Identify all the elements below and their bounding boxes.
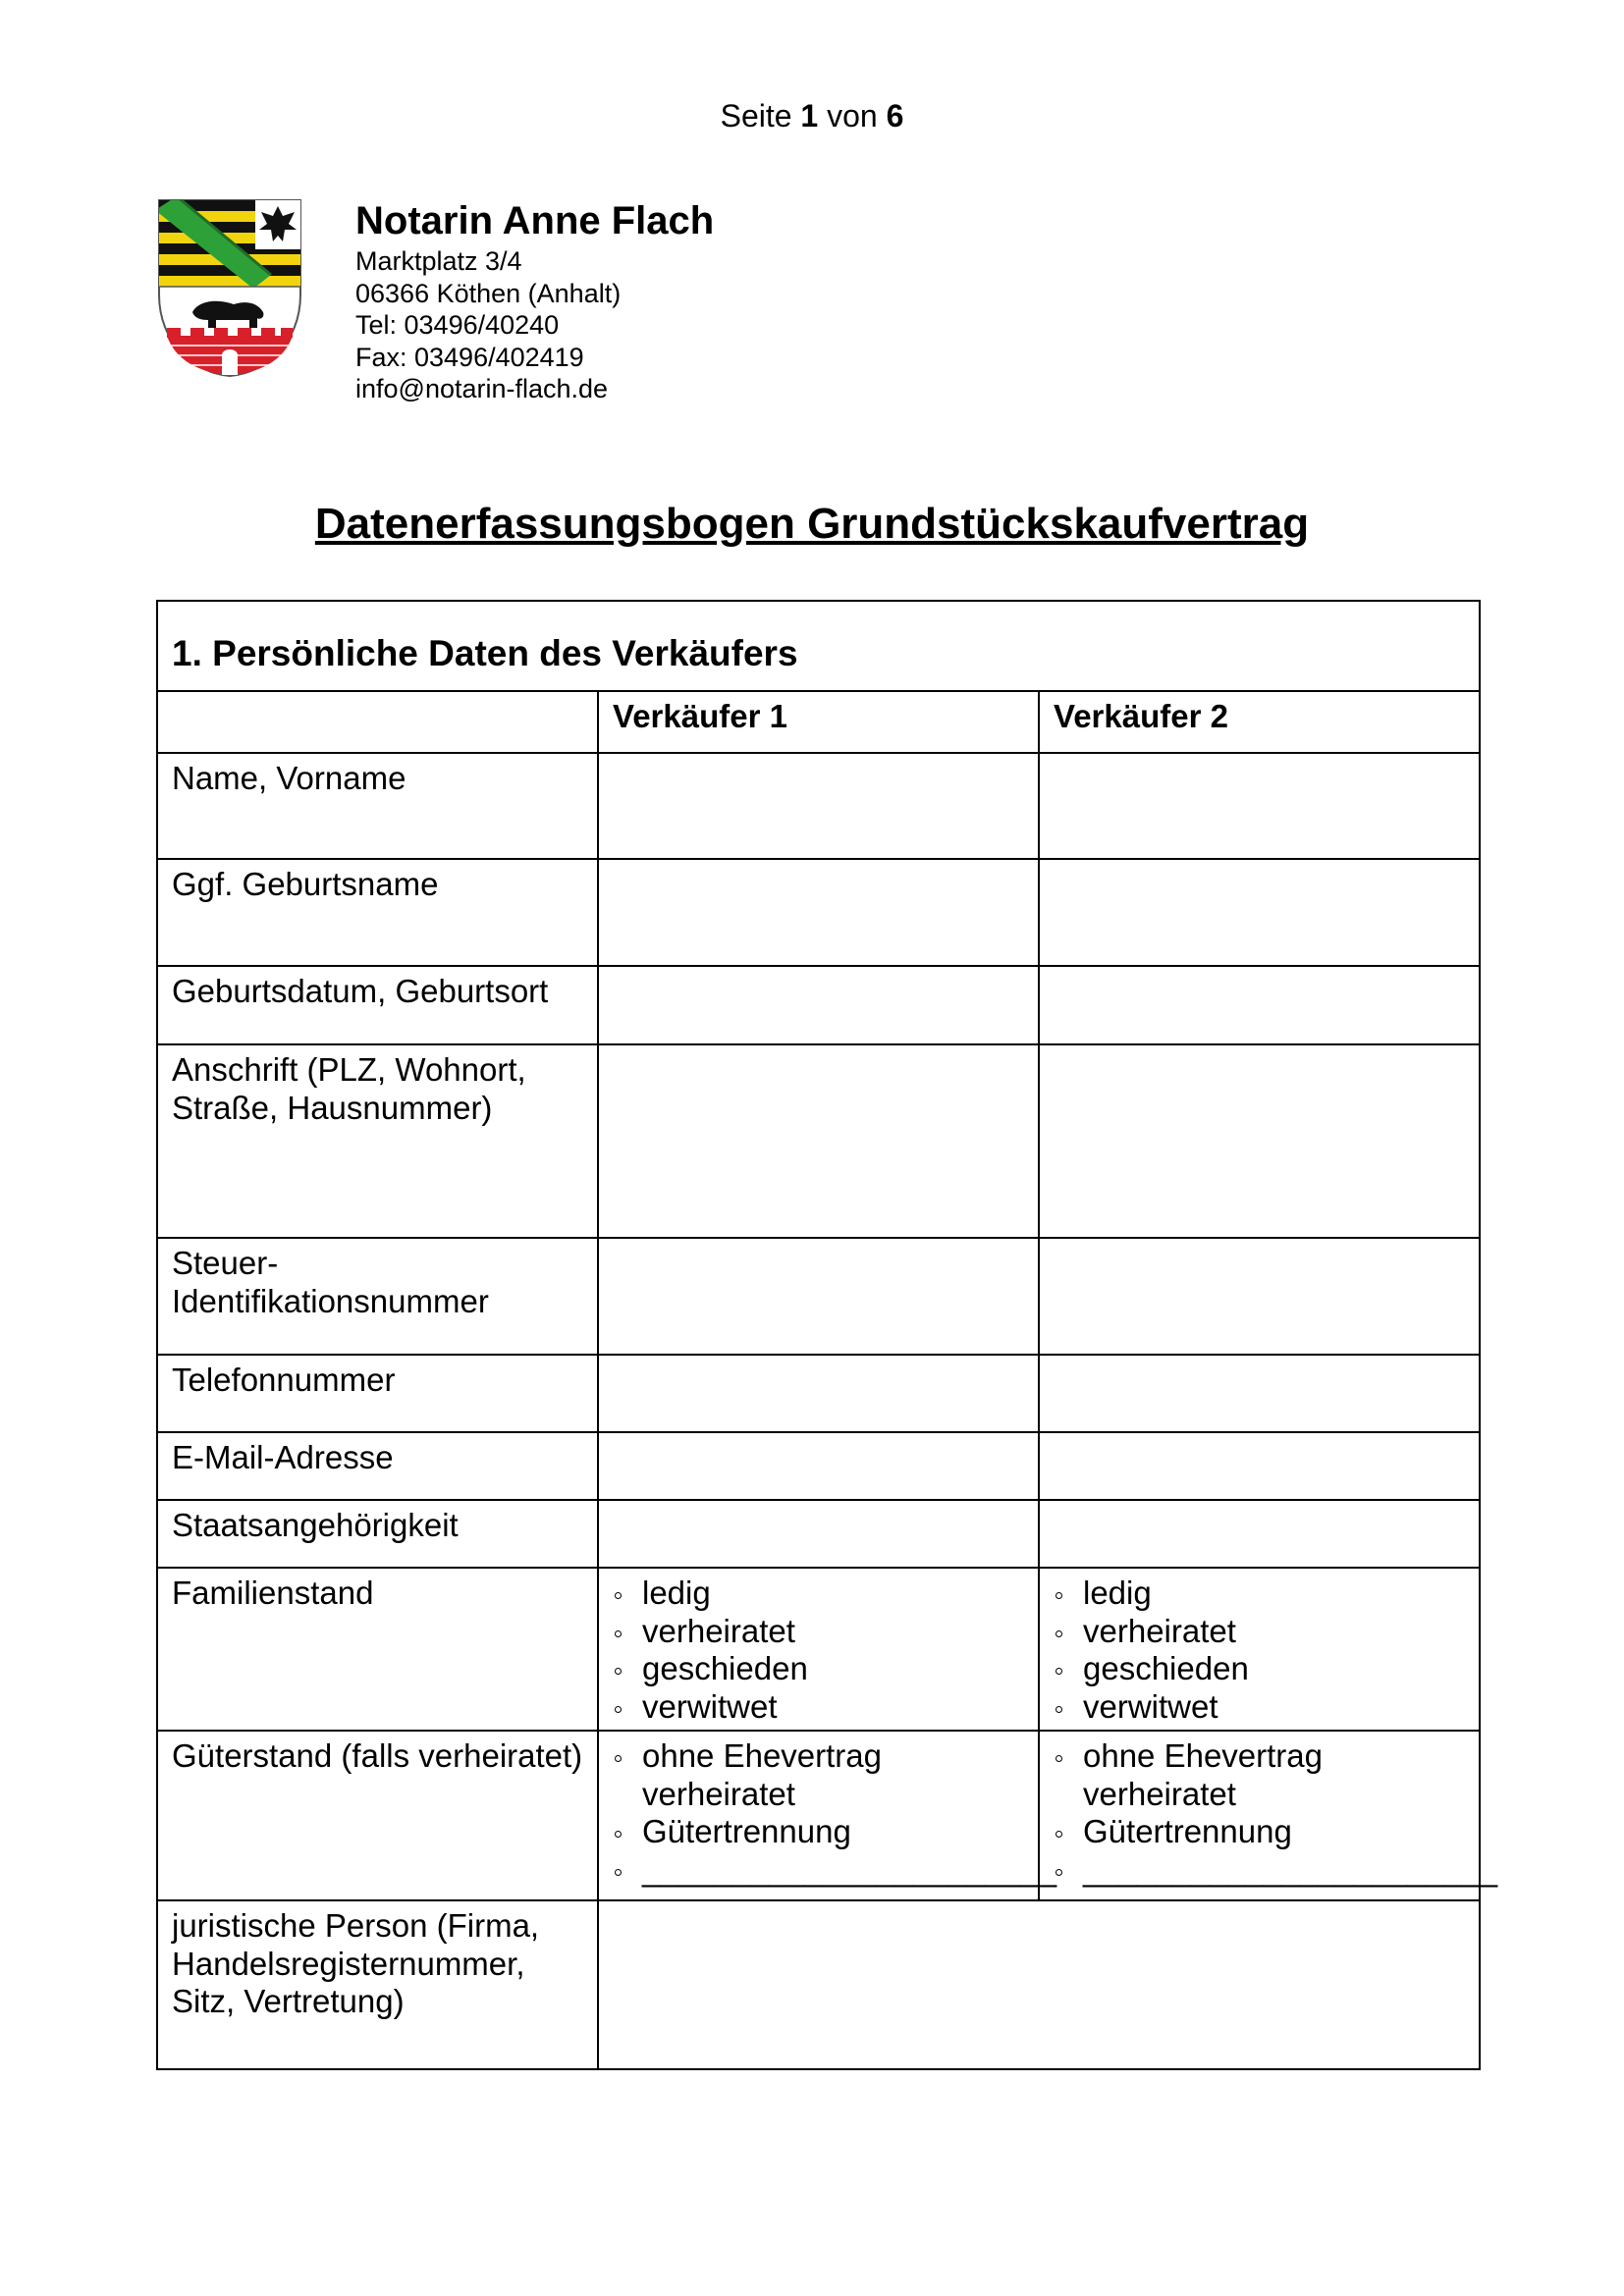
field-seller-2-phone[interactable] [1039, 1355, 1480, 1432]
table-row [157, 1432, 1480, 1500]
page-total: 6 [886, 98, 904, 133]
field-seller-1-address[interactable] [598, 1044, 1039, 1238]
radio-circle-icon[interactable] [615, 1630, 622, 1637]
office-name: Notarin Anne Flach [355, 199, 715, 242]
option-other-blank[interactable]: _______________________ [613, 1851, 1024, 1890]
radio-circle-icon[interactable] [1056, 1706, 1062, 1713]
row-label-email: E-Mail-Adresse [157, 1432, 598, 1500]
option-single[interactable]: ledig [613, 1575, 1024, 1613]
option-other-blank[interactable]: _______________________ [1054, 1851, 1465, 1890]
table-row [157, 1500, 1480, 1568]
radio-circle-icon[interactable] [615, 1755, 622, 1762]
column-header-seller-2: Verkäufer 2 [1039, 691, 1480, 753]
option-married[interactable]: verheiratet [613, 1613, 1024, 1651]
page-current: 1 [800, 98, 819, 133]
table-row [157, 1900, 1480, 2069]
table-row [157, 859, 1480, 966]
table-row [157, 1044, 1480, 1238]
radio-circle-icon[interactable] [615, 1831, 622, 1838]
row-label-property-regime: Güterstand (falls verheiratet) [157, 1731, 598, 1900]
radio-circle-icon[interactable] [615, 1592, 622, 1599]
field-seller-1-email[interactable] [598, 1432, 1039, 1500]
option-married[interactable]: verheiratet [1054, 1613, 1465, 1651]
table-row [157, 1731, 1480, 1900]
option-widowed[interactable]: verwitwet [613, 1688, 1024, 1727]
field-seller-1-phone[interactable] [598, 1355, 1039, 1432]
field-seller-2-address[interactable] [1039, 1044, 1480, 1238]
option-no-marriage-contract[interactable]: ohne Ehevertrag verheiratet [1054, 1737, 1465, 1813]
radio-circle-icon[interactable] [615, 1706, 622, 1713]
field-seller-2-birthname[interactable] [1039, 859, 1480, 966]
radio-circle-icon[interactable] [615, 1869, 622, 1876]
seller-data-table [156, 600, 1498, 2070]
column-header-seller-1: Verkäufer 1 [598, 691, 1039, 753]
radio-circle-icon[interactable] [1056, 1869, 1062, 1876]
field-legal-entity[interactable] [598, 1900, 1480, 2069]
radio-circle-icon[interactable] [1056, 1592, 1062, 1599]
office-letterhead [355, 196, 714, 405]
property-regime-options-seller-2 [1039, 1731, 1498, 1900]
field-seller-2-name[interactable] [1039, 753, 1480, 859]
option-separation-of-property[interactable]: Gütertrennung [1054, 1813, 1465, 1851]
page-label: Seite [720, 98, 792, 133]
table-row [157, 1238, 1480, 1355]
row-label-marital-status: Familienstand [157, 1568, 598, 1731]
coat-of-arms-icon [155, 196, 304, 379]
page-sep: von [827, 98, 878, 133]
marital-status-options-seller-2 [1039, 1568, 1480, 1731]
field-seller-2-email[interactable] [1039, 1432, 1480, 1500]
column-header-label [157, 691, 598, 753]
option-divorced[interactable]: geschieden [1054, 1650, 1465, 1688]
office-city: 06366 Köthen (Anhalt) [355, 278, 622, 308]
field-seller-2-tax-id[interactable] [1039, 1238, 1480, 1355]
document-title: Datenerfassungsbogen Grundstückskaufvertrag [314, 500, 1310, 548]
row-label-tax-id: Steuer-Identifikationsnummer [157, 1238, 598, 1355]
row-label-birthdate: Geburtsdatum, Geburtsort [157, 966, 598, 1044]
table-row [157, 1355, 1480, 1432]
option-single[interactable]: ledig [1054, 1575, 1465, 1613]
field-seller-2-nationality[interactable] [1039, 1500, 1480, 1568]
option-no-marriage-contract[interactable]: ohne Ehevertrag verheiratet [613, 1737, 1024, 1813]
marital-status-options-seller-1 [598, 1568, 1039, 1731]
field-seller-1-birthdate[interactable] [598, 966, 1039, 1044]
table-row [157, 966, 1480, 1044]
office-street: Marktplatz 3/4 [355, 246, 522, 276]
property-regime-options-seller-1 [598, 1731, 1057, 1900]
section-title: 1. Persönliche Daten des Verkäufers [157, 601, 1480, 691]
office-fax: Fax: 03496/402419 [355, 342, 584, 372]
field-seller-1-nationality[interactable] [598, 1500, 1039, 1568]
row-label-nationality: Staatsangehörigkeit [157, 1500, 598, 1568]
radio-circle-icon[interactable] [1056, 1755, 1062, 1762]
office-phone: Tel: 03496/40240 [355, 310, 560, 340]
radio-circle-icon[interactable] [1056, 1668, 1062, 1675]
field-seller-1-birthname[interactable] [598, 859, 1039, 966]
table-row [157, 1568, 1480, 1731]
option-separation-of-property[interactable]: Gütertrennung [613, 1813, 1024, 1851]
radio-circle-icon[interactable] [1056, 1630, 1062, 1637]
field-seller-1-name[interactable] [598, 753, 1039, 859]
row-label-phone: Telefonnummer [157, 1355, 598, 1432]
table-row [157, 753, 1480, 859]
row-label-birthname: Ggf. Geburtsname [157, 859, 598, 966]
row-label-name: Name, Vorname [157, 753, 598, 859]
office-email: info@notarin-flach.de [355, 374, 609, 403]
option-widowed[interactable]: verwitwet [1054, 1688, 1465, 1727]
radio-circle-icon[interactable] [615, 1668, 622, 1675]
field-seller-1-tax-id[interactable] [598, 1238, 1039, 1355]
field-seller-2-birthdate[interactable] [1039, 966, 1480, 1044]
row-label-legal-entity: juristische Person (Firma, Handelsregisternummer, Sitz, Vertretung) [157, 1900, 598, 2069]
page-number [0, 96, 1624, 135]
option-divorced[interactable]: geschieden [613, 1650, 1024, 1688]
row-label-address: Anschrift (PLZ, Wohnort, Straße, Hausnummer) [157, 1044, 598, 1238]
radio-circle-icon[interactable] [1056, 1831, 1062, 1838]
